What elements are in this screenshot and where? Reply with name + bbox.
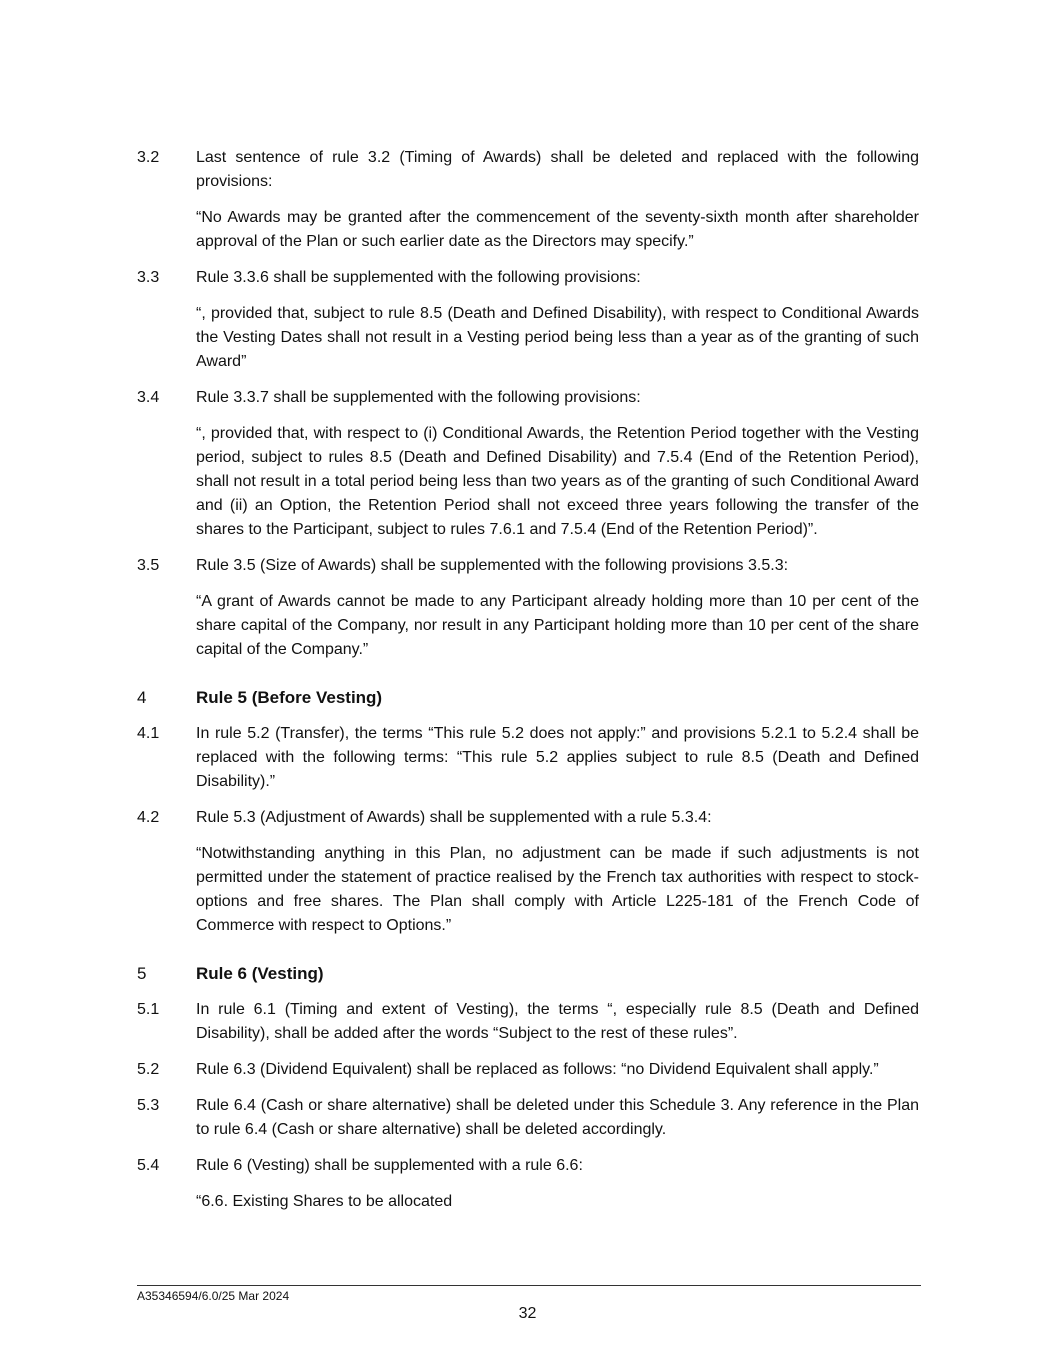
quoted-provision: “A grant of Awards cannot be made to any Participant already holding more than 10 per cent of the share capital of the Company, nor result in any Participant holding more than 10 per cent of the share capital of the Company.” xyxy=(196,593,919,658)
quoted-provision: “No Awards may be granted after the commencement of the seventy-sixth month after shareholder approval of the Plan or such earlier date as the Directors may specify.” xyxy=(196,209,919,250)
document-reference: A35346594/6.0/25 Mar 2024 xyxy=(137,1289,290,1303)
clause-number: 5.1 xyxy=(137,1001,160,1018)
section-number: 4 xyxy=(137,688,147,707)
clause-text: In rule 5.2 (Transfer), the terms “This rule 5.2 does not apply:” and provisions 5.2.1 to 5.2.4 shall be replaced with the following terms: “This rule 5.2 applies subject to rule 8.5 (Death and Defined Disability).” xyxy=(196,725,919,790)
quoted-provision: “Notwithstanding anything in this Plan, no adjustment can be made if such adjustments is not permitted under the statement of practice realised by the French tax authorities with respect to stock-options and free shares. The Plan shall comply with Article L225-181 of the French Code of Commerce with respect to Options.” xyxy=(196,845,919,934)
clause-text: Last sentence of rule 3.2 (Timing of Awards) shall be deleted and replaced with the following provisions: xyxy=(196,149,919,190)
clause-5-4 xyxy=(137,1154,919,1178)
clause-3-3 xyxy=(137,266,919,290)
clause-4-2 xyxy=(137,806,919,830)
clause-number: 3.4 xyxy=(137,389,160,406)
clause-number: 5.3 xyxy=(137,1097,160,1114)
clause-text: Rule 3.3.6 shall be supplemented with the following provisions: xyxy=(196,269,641,286)
clause-text: Rule 6.4 (Cash or share alternative) shall be deleted under this Schedule 3. Any reference in the Plan to rule 6.4 (Cash or share alternative) shall be deleted accordingly. xyxy=(196,1097,919,1138)
section-number: 5 xyxy=(137,964,147,983)
clause-number: 3.2 xyxy=(137,149,160,166)
clause-5-1 xyxy=(137,998,919,1046)
section-title: Rule 6 (Vesting) xyxy=(196,964,324,983)
clause-number: 3.5 xyxy=(137,557,160,574)
section-heading-4 xyxy=(137,686,919,710)
page-number: 32 xyxy=(518,1305,537,1322)
clause-number: 5.2 xyxy=(137,1061,160,1078)
clause-text: Rule 6.3 (Dividend Equivalent) shall be replaced as follows: “no Dividend Equivalent shall apply.” xyxy=(196,1061,879,1078)
clause-number: 4.1 xyxy=(137,725,160,742)
clause-number: 3.3 xyxy=(137,269,160,286)
clause-5-2 xyxy=(137,1058,919,1082)
clause-text: In rule 6.1 (Timing and extent of Vesting), the terms “, especially rule 8.5 (Death and Defined Disability), shall be added after the words “Subject to the rest of these rules”. xyxy=(196,1001,919,1042)
quoted-provision: “, provided that, subject to rule 8.5 (Death and Defined Disability), with respect to Conditional Awards the Vesting Dates shall not result in a Vesting period being less than a year as of the granting of such Award” xyxy=(196,305,919,370)
section-title: Rule 5 (Before Vesting) xyxy=(196,688,383,707)
clause-3-5 xyxy=(137,554,919,578)
clause-text: Rule 5.3 (Adjustment of Awards) shall be supplemented with a rule 5.3.4: xyxy=(196,809,712,826)
footer-divider xyxy=(137,1285,921,1286)
clause-5-3 xyxy=(137,1094,919,1142)
clause-number: 4.2 xyxy=(137,809,160,826)
clause-text: Rule 3.5 (Size of Awards) shall be supplemented with the following provisions 3.5.3: xyxy=(196,557,789,574)
clause-number: 5.4 xyxy=(137,1157,160,1174)
clause-4-1 xyxy=(137,722,919,794)
clause-text: Rule 3.3.7 shall be supplemented with the following provisions: xyxy=(196,389,641,406)
quoted-provision: “, provided that, with respect to (i) Conditional Awards, the Retention Period together with the Vesting period, subject to rules 8.5 (Death and Defined Disability) and 7.5.4 (End of the Retention Period), shall not result in a total period being less than two years as of the granting of such Conditional Award and (ii) an Option, the Retention Period shall not exceed three years following the transfer of the shares to the Participant, subject to rules 7.6.1 and 7.5.4 (End of the Retention Period)”. xyxy=(196,425,919,538)
clause-3-4 xyxy=(137,386,919,410)
quoted-provision: “6.6. Existing Shares to be allocated xyxy=(196,1193,453,1210)
document-body xyxy=(137,146,919,1226)
section-heading-5 xyxy=(137,962,919,986)
clause-3-2 xyxy=(137,146,919,194)
clause-text: Rule 6 (Vesting) shall be supplemented with a rule 6.6: xyxy=(196,1157,583,1174)
